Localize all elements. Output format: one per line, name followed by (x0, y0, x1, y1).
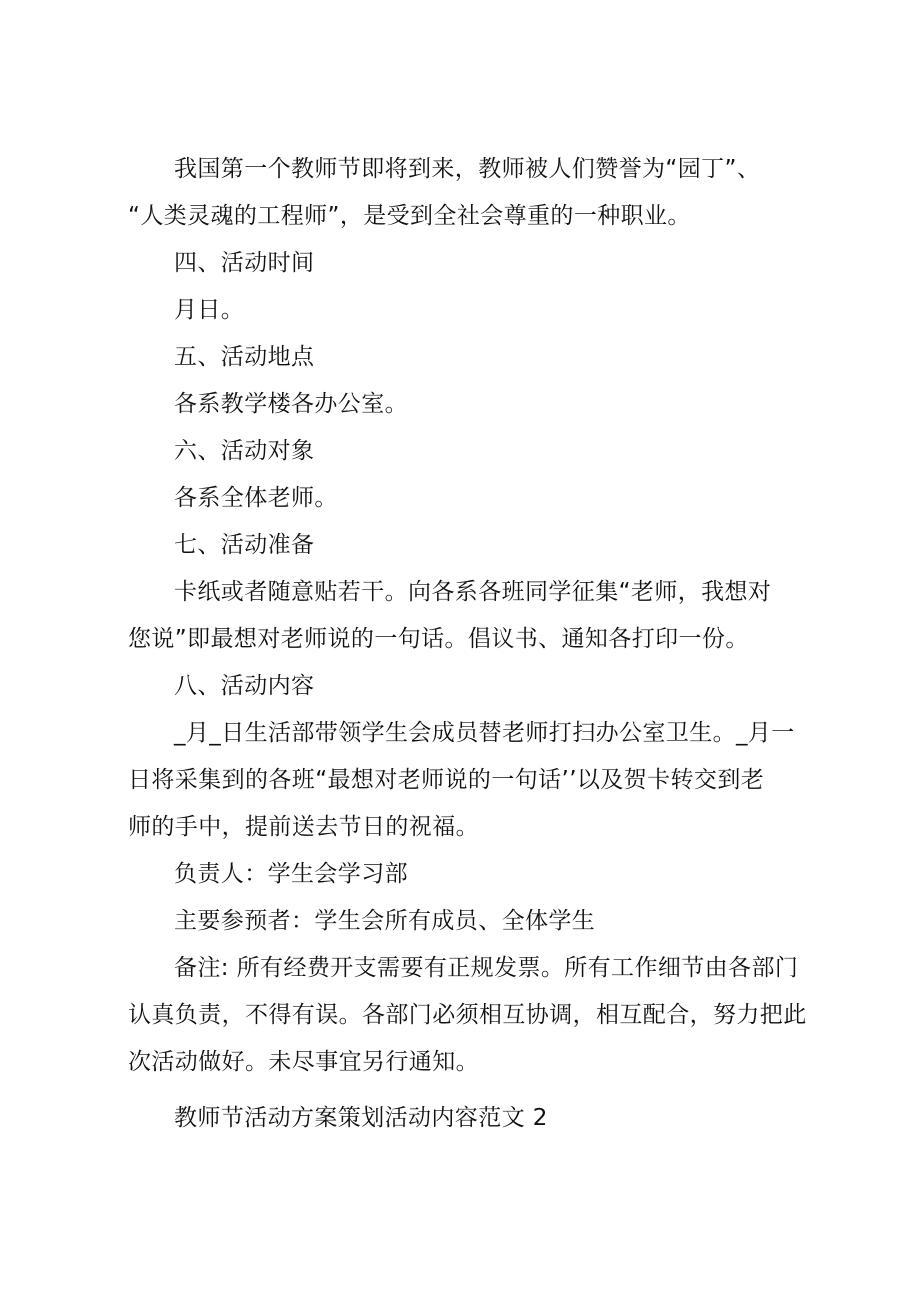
participants-line: 主要参预者：学生会所有成员、全体学生 (174, 908, 596, 934)
notes-line: 备注: 所有经费开支需要有正规发票。所有工作细节由各部门 (174, 955, 799, 981)
section-body-content (128, 710, 800, 851)
section-heading-time: 四、活动时间 (174, 250, 315, 276)
next-document-title: 教师节活动方案策划活动内容范文 2 (174, 1105, 548, 1131)
content-line: 日将采集到的各班“最想对老师说的一句话’’以及贺卡转交到老 (128, 767, 765, 793)
section-heading-content: 八、活动内容 (174, 673, 315, 699)
section-heading-preparation: 七、活动准备 (174, 532, 315, 558)
section-body-audience: 各系全体老师。 (174, 485, 338, 511)
section-body-time: 月日。 (174, 297, 245, 323)
preparation-line: 您说”即最想对老师说的一句话。倡议书、通知各打印一份。 (128, 626, 749, 652)
content-line: 师的手中，提前送去节日的祝福。 (128, 814, 479, 840)
preparation-line: 卡纸或者随意贴若干。向各系各班同学征集“老师，我想对 (174, 579, 772, 605)
section-heading-audience: 六、活动对象 (174, 438, 315, 464)
notes-paragraph (128, 945, 807, 1086)
intro-line: “人类灵魂的工程师”，是受到全社会尊重的一种职业。 (128, 203, 691, 229)
intro-paragraph (128, 146, 800, 240)
notes-line: 次活动做好。未尽事宜另行通知。 (128, 1049, 479, 1075)
content-line: _月_日生活部带领学生会成员替老师打扫办公室卫生。_月一 (174, 720, 795, 746)
section-body-location: 各系教学楼各办公室。 (174, 391, 408, 417)
responsible-line: 负责人：学生会学习部 (174, 861, 408, 887)
document-body (128, 146, 807, 1142)
intro-line: 我国第一个教师节即将到来，教师被人们赞誉为“园丁”、 (174, 156, 761, 182)
notes-line: 认真负责，不得有误。各部门必须相互协调，相互配合，努力把此 (128, 1002, 807, 1028)
section-heading-location: 五、活动地点 (174, 344, 315, 370)
section-body-preparation (128, 569, 800, 663)
